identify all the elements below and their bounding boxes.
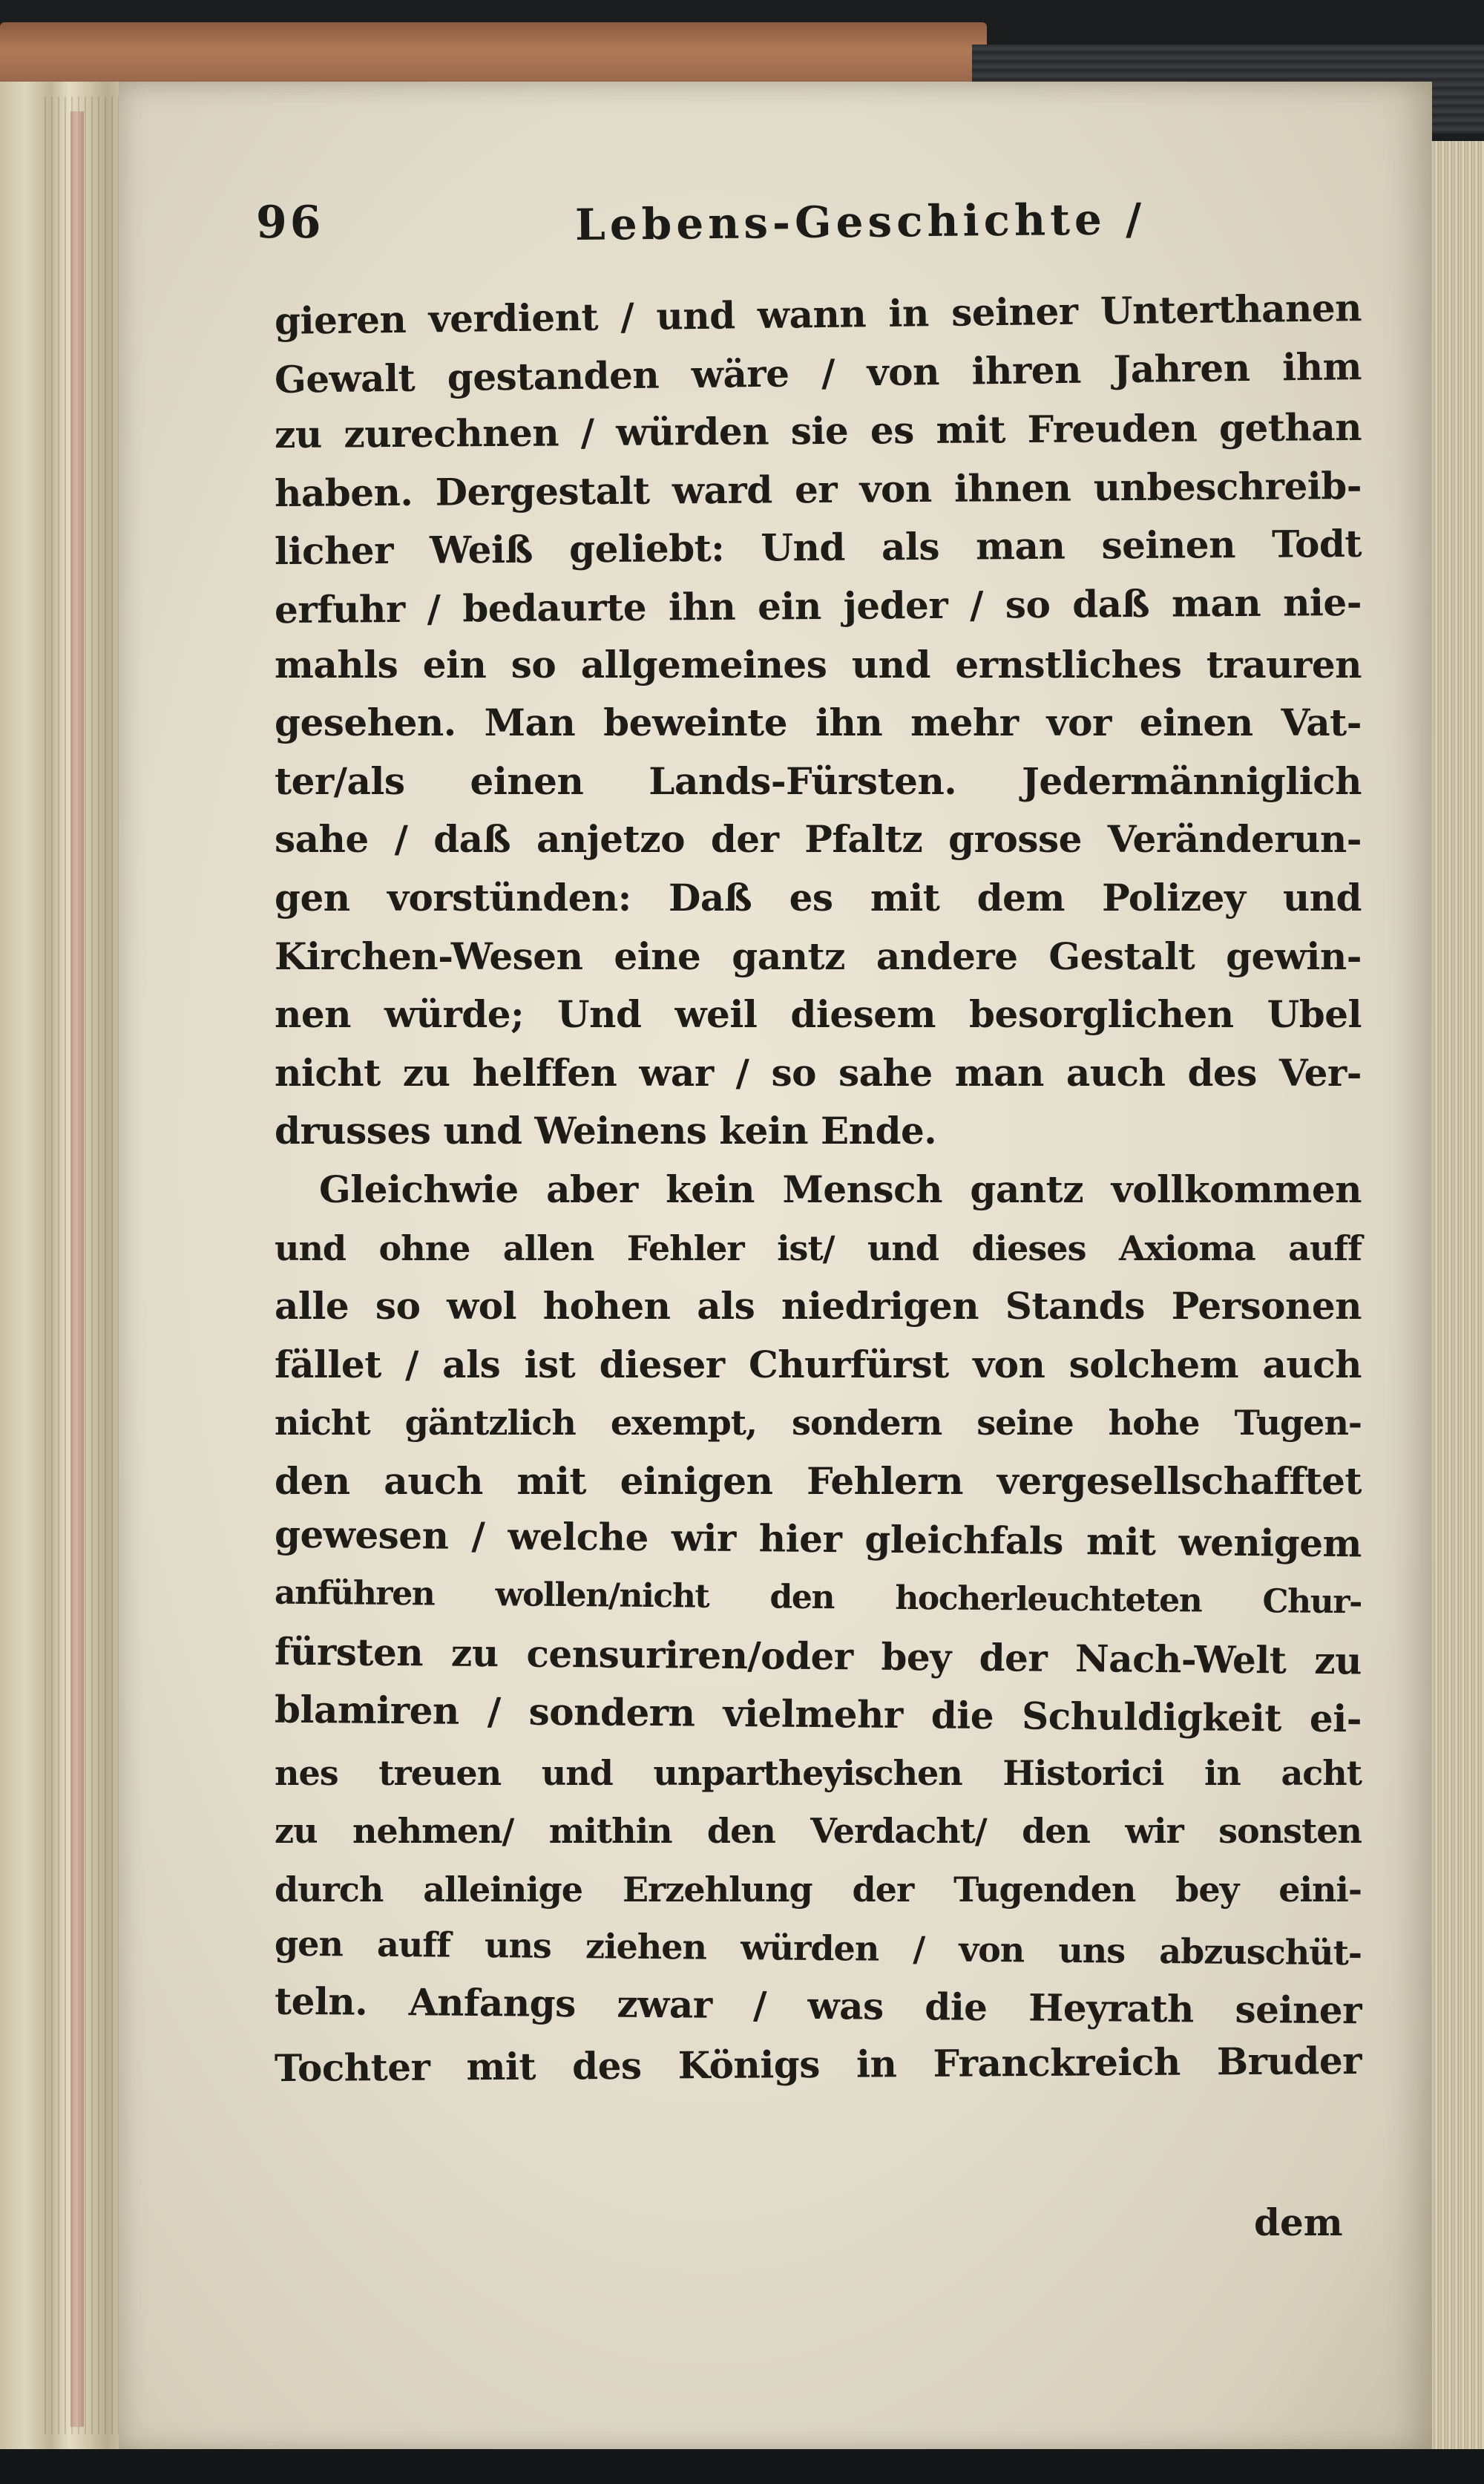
text-line: zu zurechnen / würden sie es mit Freuden gethan — [274, 405, 1362, 457]
text-line: nen würde; Und weil diesem besorglichen Ubel — [275, 992, 1362, 1037]
text-line: licher Weiß geliebt: Und als man seinen Todt — [274, 522, 1362, 574]
text-line: Gewalt gestanden wäre / von ihren Jahren ihm — [274, 344, 1362, 402]
body-text — [275, 286, 1362, 2094]
text-line: erfuhr / bedaurte ihn ein jeder / so daß man nie- — [274, 580, 1362, 632]
catchword: dem — [1254, 2200, 1343, 2244]
text-line: nicht zu helffen war / so sahe man auch des Ver- — [275, 1050, 1362, 1095]
text-line: blamiren / sondern vielmehr die Schuldigkeit ei- — [274, 1687, 1362, 1741]
right-page-edges — [1432, 141, 1484, 2449]
text-line: und ohne allen Fehler ist/ und dieses Axioma auff — [275, 1228, 1362, 1268]
running-head: Lebens-Geschichte / — [574, 193, 1146, 251]
text-line: den auch mit einigen Fehlern vergesellschafftet — [275, 1458, 1362, 1503]
red-page-edge — [70, 111, 84, 2427]
text-line: mahls ein so allgemeines und ernstliches trauren — [275, 642, 1362, 686]
paragraph-1 — [275, 286, 1362, 1161]
background-bottom — [0, 2449, 1484, 2484]
text-line: fürsten zu censuriren/oder bey der Nach-Welt zu — [274, 1629, 1362, 1683]
text-line: gesehen. Man beweinte ihn mehr vor einen Vat- — [275, 701, 1362, 745]
text-line: teln. Anfangs zwar / was die Heyrath seiner — [274, 1979, 1362, 2033]
text-line: nicht gäntzlich exempt, sondern seine hohe Tugen- — [275, 1403, 1362, 1443]
text-line: nes treuen und unpartheyischen Historici in acht — [275, 1752, 1362, 1793]
text-line: Tochter mit des Königs in Franckreich Bruder — [274, 2038, 1362, 2090]
paragraph-2 — [275, 1161, 1362, 2094]
text-line: gen auff uns ziehen würden / von uns abzuschüt- — [274, 1923, 1362, 1973]
text-line: gen vorstünden: Daß es mit dem Polizey und — [275, 875, 1362, 920]
page-number: 96 — [256, 197, 324, 249]
text-line: durch alleinige Erzehlung der Tugenden bey eini- — [275, 1869, 1362, 1910]
text-line: zu nehmen/ mithin den Verdacht/ den wir sonsten — [275, 1811, 1362, 1852]
text-line: drusses und Weinens kein Ende. — [275, 1109, 937, 1153]
text-line: Gleichwie aber kein Mensch gantz vollkommen — [319, 1167, 1362, 1211]
left-page-stack-lines — [45, 96, 126, 2434]
page-header — [256, 193, 1369, 278]
text-line: sahe / daß anjetzo der Pfaltz grosse Veränderun- — [275, 817, 1362, 862]
text-line: alle so wol hohen als niedrigen Stands Personen — [275, 1284, 1362, 1328]
text-line: ter/als einen Lands-Fürsten. Jedermänniglich — [275, 758, 1362, 803]
text-line: fället / als ist dieser Churfürst von solchem auch — [275, 1342, 1362, 1386]
text-line: haben. Dergestalt ward er von ihnen unbeschreib- — [274, 463, 1362, 515]
text-line: anführen wollen/nicht den hocherleuchteten Chur- — [274, 1573, 1362, 1622]
text-line: gewesen / welche wir hier gleichfals mit wenigem — [274, 1513, 1362, 1566]
text-line: gieren verdient / und wann in seiner Unterthanen — [274, 286, 1362, 343]
text-line: Kirchen-Wesen eine gantz andere Gestalt gewin- — [275, 934, 1362, 978]
